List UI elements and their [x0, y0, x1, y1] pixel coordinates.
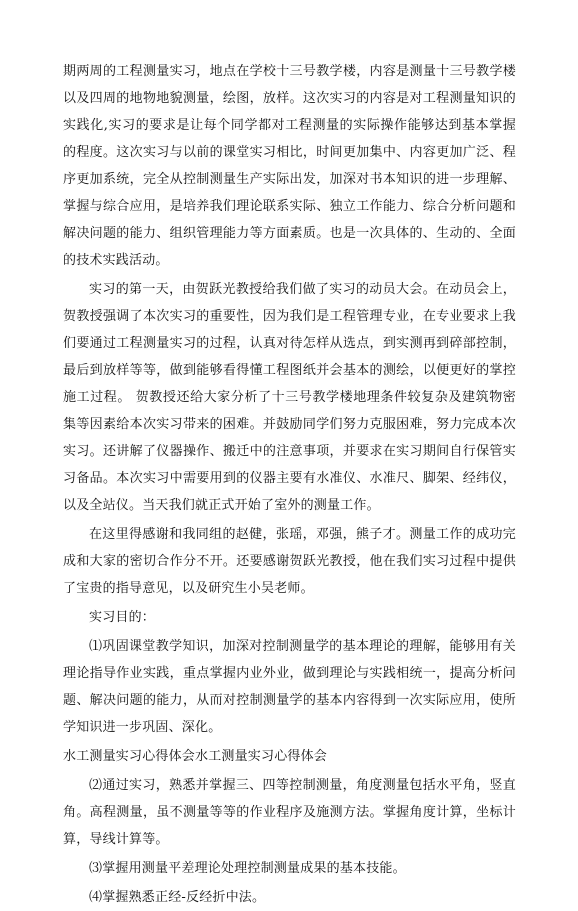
section-heading-purpose: 实习目的： — [89, 610, 156, 625]
inserted-title: 水工测量实习心得体会水工测量实习心得体会 — [63, 749, 328, 764]
purpose-item-4: ⑷掌握熟悉正经-反经折中法。 — [89, 890, 266, 905]
document-page — [63, 58, 516, 911]
paragraph-first-day: 实习的第一天，由贺跃光教授给我们做了实习的动员大会。在动员会上，贺教授强调了本次实习的重要性，因为我们是工程管理专业，在专业要求上我们要通过工程测量实习的过程，认真对待怎样从选点，到实测再到碎部控制，最后到放样等等，做到能够看得懂工程图纸并会基本的测绘，以便更好的掌控施工过程。 贺教授还给大家分析了十三号教学楼地理条件较复杂及建筑物密集等因素给本次实习带来的困难。并鼓励同学们努力克服困难，努力完成本次实习。还讲解了仪器操作、搬迁中的注意事项，并要求在实习期间自行保管实习备品。本次实习中需要用到的仪器主要有水准仪、水准尺、脚架、经纬仪，以及全站仪。当天我们就正式开始了室外的测量工作。 — [63, 282, 516, 513]
purpose-item-3: ⑶掌握用测量平差理论处理控制测量成果的基本技能。 — [89, 861, 406, 876]
paragraph-thanks: 在这里得感谢和我同组的赵健，张瑶，邓强，熊子才。测量工作的成功完成和大家的密切合作分不开。还要感谢贺跃光教授，他在我们实习过程中提供了宝贵的指导意见，以及研究生小吴老师。 — [63, 527, 516, 596]
purpose-item-1: ⑴巩固课堂教学知识，加深对控制测量学的基本理论的理解，能够用有关理论指导作业实践，重点掌握内业外业，做到理论与实践相统一，提高分析问题、解决问题的能力，从而对控制测量学的基本内容得到一次实际应用，使所学知识进一步巩固、深化。 — [63, 639, 516, 735]
purpose-item-2: ⑵通过实习，熟悉并掌握三、四等控制测量，角度测量包括水平角，竖直角。高程测量，虽不测量等等的作业程序及施测方法。掌握角度计算，坐标计算，导线计算等。 — [63, 778, 516, 847]
paragraph-intro: 期两周的工程测量实习，地点在学校十三号教学楼，内容是测量十三号教学楼以及四周的地物地貌测量，绘图，放样。这次实习的内容是对工程测量知识的实践化,实习的要求是让每个同学都对工程测量的实际操作能够达到基本掌握的程度。这次实习与以前的课堂实习相比，时间更加集中、内容更加广泛、程序更加系统，完全从控制测量生产实际出发，加深对书本知识的进一步理解、掌握与综合应用，是培养我们理论联系实际、独立工作能力、综合分析问题和解决问题的能力、组织管理能力等方面素质。也是一次具体的、生动的、全面的技术实践活动。 — [63, 64, 516, 268]
